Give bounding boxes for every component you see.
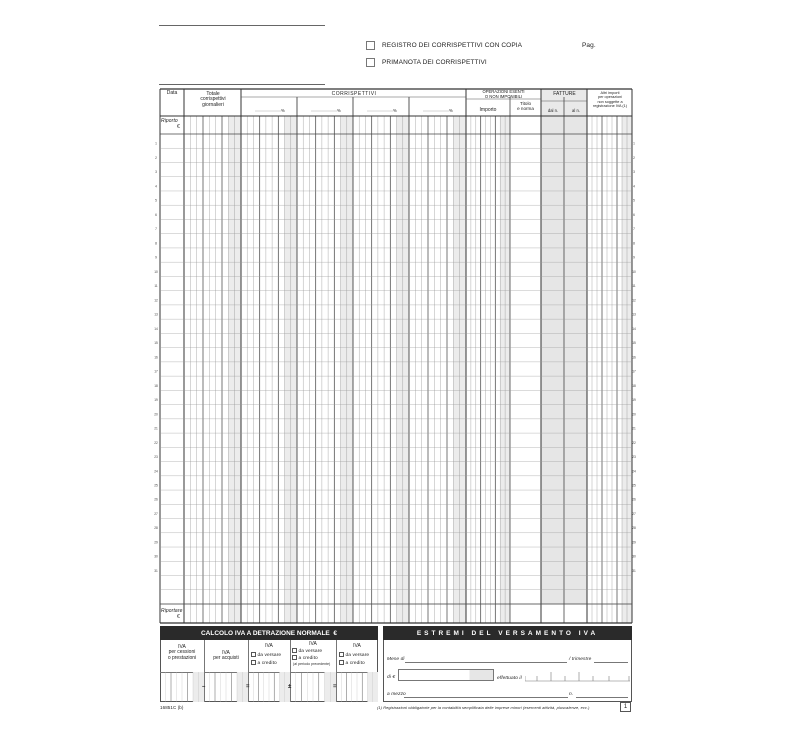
row-number: 4 — [155, 184, 157, 189]
row-number: 7 — [155, 227, 157, 232]
calcolo-col5-opt2[interactable] — [339, 660, 365, 666]
mese-line[interactable] — [405, 662, 567, 663]
riporto-euro: € — [177, 124, 180, 130]
row-number: 29 — [632, 540, 636, 545]
col-al-header: al n. — [572, 108, 580, 113]
col5-credito-checkbox[interactable] — [339, 660, 344, 665]
page-number: 1 — [623, 704, 628, 710]
row-number: 16 — [632, 355, 636, 360]
row-number: 18 — [632, 383, 636, 388]
col4-versare-checkbox[interactable] — [292, 648, 297, 653]
row-number: 30 — [632, 554, 636, 559]
row-number: 22 — [154, 440, 158, 445]
col3-credito-label: a credito — [257, 660, 277, 666]
row-number: 15 — [632, 341, 636, 346]
op-minus: – — [202, 684, 206, 690]
col-importo-header: Importo — [479, 107, 497, 113]
calcolo-value-grid — [160, 672, 378, 702]
row-number: 7 — [633, 227, 635, 232]
row-number: 14 — [632, 326, 636, 331]
col3-versare-checkbox[interactable] — [251, 652, 256, 657]
calcolo-col4-note: (al periodo precedente) — [293, 662, 331, 666]
row-number: 8 — [155, 241, 157, 246]
calcolo-col5-title: IVA — [353, 643, 361, 649]
n-line[interactable] — [576, 697, 628, 698]
calcolo-col3-title: IVA — [265, 643, 273, 649]
trimestre-line[interactable] — [594, 662, 628, 663]
row-number: 11 — [632, 284, 636, 289]
mese-di-label: Mese di — [387, 657, 405, 662]
col5-versare-label: da versare — [345, 652, 370, 658]
col-data-header: Data — [166, 90, 178, 96]
estremi-title: ESTREMI DEL VERSAMENTO IVA — [416, 629, 599, 637]
row-number: 4 — [633, 184, 635, 189]
row-number: 10 — [154, 269, 158, 274]
row-number: 26 — [632, 497, 636, 502]
row-number: 1 — [155, 141, 157, 146]
row-number: 3 — [155, 170, 157, 175]
col4-credito-checkbox[interactable] — [292, 655, 297, 660]
col4-versare-label: da versare — [298, 648, 323, 654]
registro-label: REGISTRO DEI CORRISPETTIVI CON COPIA — [382, 42, 523, 49]
col3-credito-checkbox[interactable] — [251, 660, 256, 665]
row-number: 3 — [633, 170, 635, 175]
row-number: 11 — [154, 284, 158, 289]
col-operazioni-header: OPERAZIONI ESENTI O NON IMPONIBILI — [482, 89, 525, 99]
percent-4: % — [449, 108, 453, 113]
row-number: 6 — [633, 212, 635, 217]
row-number: 1 — [633, 141, 635, 146]
row-number: 5 — [155, 198, 157, 203]
col-dal-header: dal n. — [547, 108, 559, 113]
row-number: 26 — [154, 497, 158, 502]
row-number: 20 — [632, 412, 636, 417]
row-number: 6 — [155, 212, 157, 217]
row-number: 13 — [632, 312, 636, 317]
op-plus: ± — [288, 684, 292, 690]
riportare-label: Riportare — [161, 608, 183, 614]
row-number: 21 — [632, 426, 636, 431]
effettuato-label: effettuato il — [497, 676, 522, 681]
calcolo-title: CALCOLO IVA A DETRAZIONE NORMALE — [200, 629, 330, 637]
calcolo-col3-opt2[interactable] — [251, 660, 277, 666]
percent-2: % — [337, 108, 341, 113]
row-number: 12 — [154, 298, 158, 303]
row-number: 24 — [154, 469, 158, 474]
row-number: 25 — [632, 483, 636, 488]
row-number: 21 — [154, 426, 158, 431]
percent-3: % — [393, 108, 397, 113]
page-number-box — [620, 702, 631, 712]
row-number: 10 — [632, 269, 636, 274]
col-totale-header: Totale corrispettivi giornalieri — [200, 91, 226, 108]
di-euro-label: di € — [387, 675, 396, 680]
row-number: 20 — [154, 412, 158, 417]
estremi-title-bar — [383, 626, 632, 640]
calcolo-col1: IVA per cessioni o prestazioni — [167, 644, 197, 661]
row-number: 9 — [155, 255, 157, 260]
row-number: 8 — [633, 241, 635, 246]
row-number: 24 — [632, 469, 636, 474]
trimestre-label: / trimestre — [569, 657, 592, 662]
row-number: 13 — [154, 312, 158, 317]
n-label: n. — [569, 692, 574, 697]
row-number: 31 — [632, 568, 636, 573]
calcolo-title-bar — [160, 626, 378, 640]
row-number: 2 — [155, 155, 157, 160]
riporto-label: Riporto — [161, 118, 178, 124]
row-number: 23 — [154, 455, 158, 460]
calcolo-col3-opt1[interactable] — [251, 652, 281, 658]
row-number: 17 — [154, 369, 158, 374]
footer-note: (1) Registrazioni obbligatorie per la contabilità semplificata delle imprese minori (esercenti attività, plusvalenze, ecc.) — [377, 705, 590, 710]
row-number: 31 — [154, 568, 158, 573]
row-number: 12 — [632, 298, 636, 303]
a-mezzo-label: a mezzo — [387, 692, 406, 697]
calcolo-euro: € — [333, 629, 338, 637]
row-number: 17 — [632, 369, 636, 374]
row-number: 23 — [632, 455, 636, 460]
row-number: 19 — [154, 398, 158, 403]
row-number: 29 — [154, 540, 158, 545]
row-number: 28 — [632, 526, 636, 531]
op-eq1: = — [246, 684, 250, 690]
calcolo-col5-opt1[interactable] — [339, 652, 369, 658]
form-code: 16851C (b) — [160, 705, 184, 710]
calcolo-col2: IVA per acquisti — [213, 650, 239, 662]
a-mezzo-line[interactable] — [404, 697, 568, 698]
col-altri-header: Altri importi per operazioni non soggette a registrazione IVA (1) — [592, 91, 628, 108]
col-corrispettivi-header: CORRISPETTIVI — [331, 91, 377, 97]
row-number: 14 — [154, 326, 158, 331]
row-number: 28 — [154, 526, 158, 531]
row-number: 30 — [154, 554, 158, 559]
col5-versare-checkbox[interactable] — [339, 652, 344, 657]
col3-versare-label: da versare — [257, 652, 282, 658]
op-eq2: = — [333, 684, 337, 690]
row-number: 9 — [633, 255, 635, 260]
pag-label: Pag. — [582, 42, 596, 49]
riportare-euro: € — [177, 614, 180, 620]
row-number: 27 — [154, 511, 158, 516]
row-number: 16 — [154, 355, 158, 360]
col5-credito-label: a credito — [345, 660, 365, 666]
calcolo-col4-title: IVA — [309, 641, 317, 647]
col4-credito-label: a credito — [298, 655, 318, 661]
percent-1: % — [281, 108, 285, 113]
calcolo-col4-opt1[interactable] — [292, 648, 322, 654]
col-fatture-header: FATTURE — [553, 91, 576, 97]
row-number: 19 — [632, 398, 636, 403]
row-number: 5 — [633, 198, 635, 203]
row-number: 25 — [154, 483, 158, 488]
primanota-label: PRIMANOTA DEI CORRISPETTIVI — [382, 59, 487, 66]
col-titolo-header: Titolo e norma — [517, 101, 534, 112]
row-number: 22 — [632, 440, 636, 445]
row-number: 27 — [632, 511, 636, 516]
row-number: 2 — [633, 155, 635, 160]
data-versamento-field[interactable] — [525, 670, 630, 682]
row-number: 15 — [154, 341, 158, 346]
calcolo-col4-opt2[interactable] — [292, 655, 318, 661]
row-number: 18 — [154, 383, 158, 388]
importo-versamento-field[interactable] — [398, 669, 494, 681]
